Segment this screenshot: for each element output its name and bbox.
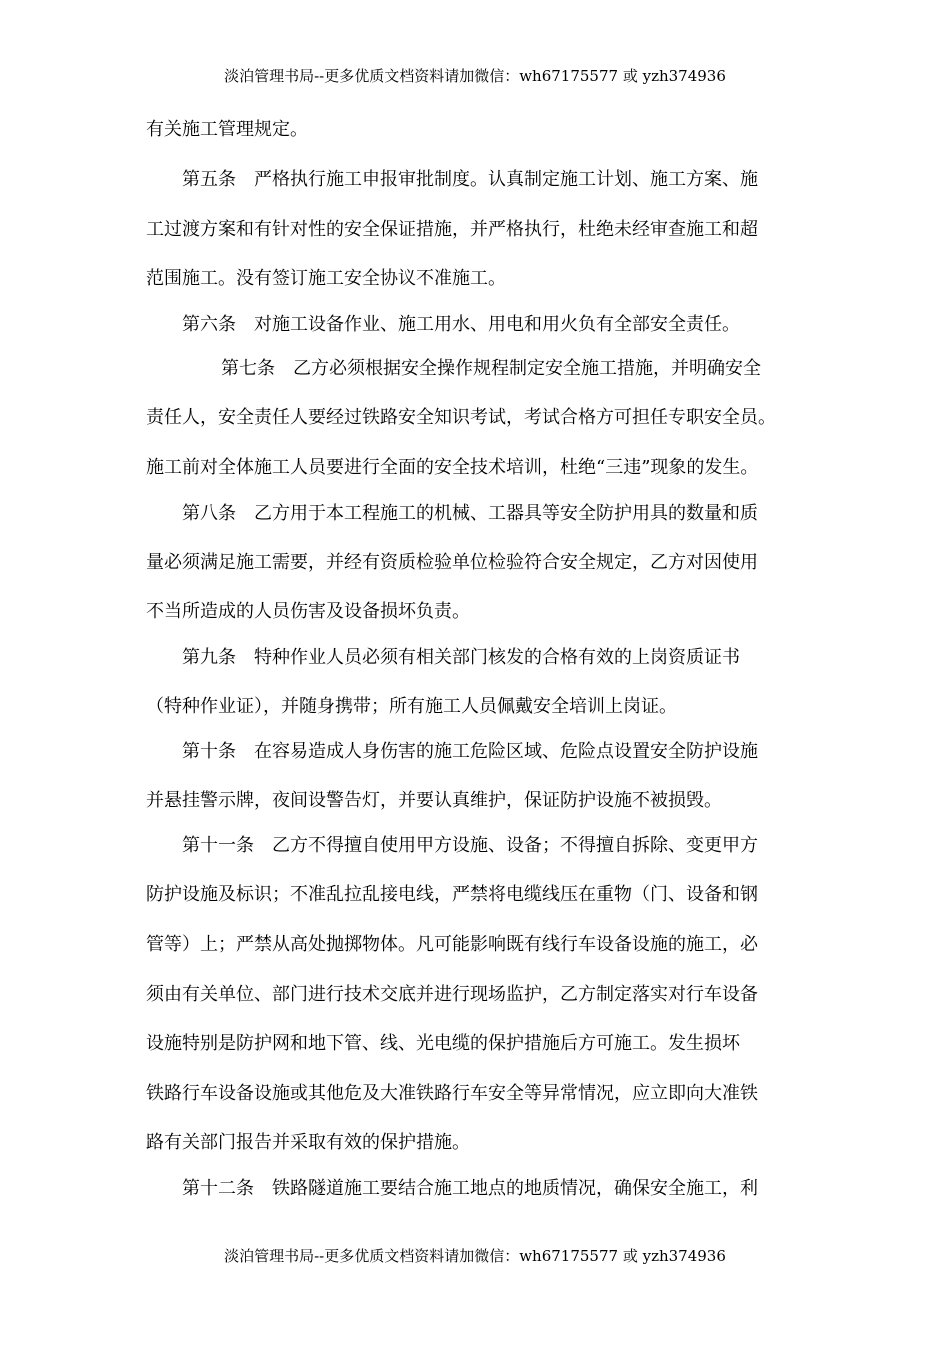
body-line: 设施特别是防护网和地下管、线、光电缆的保护措施后方可施工。发生损坏 (146, 1033, 740, 1054)
article-7-heading-line: 第七条 乙方必须根据安全操作规程制定安全施工措施，并明确安全 (221, 358, 761, 379)
body-line: 并悬挂警示牌，夜间设警告灯，并要认真维护，保证防护设施不被损毁。 (146, 790, 722, 811)
body-line: 管等）上；严禁从高处抛掷物体。凡可能影响既有线行车设备设施的施工，必 (146, 934, 758, 955)
article-11-heading-line: 第十一条 乙方不得擅自使用甲方设施、设备；不得擅自拆除、变更甲方 (182, 835, 758, 856)
body-line: 量必须满足施工需要，并经有资质检验单位检验符合安全规定，乙方对因使用 (146, 552, 758, 573)
body-line: 防护设施及标识；不准乱拉乱接电线，严禁将电缆线压在重物（门、设备和钢 (146, 884, 758, 905)
article-8-heading-line: 第八条 乙方用于本工程施工的机械、工器具等安全防护用具的数量和质 (182, 503, 758, 524)
article-5-heading-line: 第五条 严格执行施工申报审批制度。认真制定施工计划、施工方案、施 (182, 169, 758, 190)
page-header: 淡泊管理书局--更多优质文档资料请加微信：wh67175577 或 yzh374936 (224, 67, 726, 85)
article-9-heading-line: 第九条 特种作业人员必须有相关部门核发的合格有效的上岗资质证书 (182, 647, 740, 668)
body-line: 责任人，安全责任人要经过铁路安全知识考试，考试合格方可担任专职安全员。 (146, 407, 776, 428)
body-line: 有关施工管理规定。 (146, 119, 308, 140)
body-line: 铁路行车设备设施或其他危及大准铁路行车安全等异常情况，应立即向大准铁 (146, 1083, 758, 1104)
body-line: 不当所造成的人员伤害及设备损坏负责。 (146, 601, 470, 622)
article-6-heading-line: 第六条 对施工设备作业、施工用水、用电和用火负有全部安全责任。 (182, 314, 740, 335)
page-footer: 淡泊管理书局--更多优质文档资料请加微信：wh67175577 或 yzh374936 (224, 1247, 726, 1265)
body-line: 范围施工。没有签订施工安全协议不准施工。 (146, 268, 506, 289)
body-line: 施工前对全体施工人员要进行全面的安全技术培训，杜绝“三违”现象的发生。 (146, 457, 759, 478)
body-line: 路有关部门报告并采取有效的保护措施。 (146, 1132, 470, 1153)
article-12-heading-line: 第十二条 铁路隧道施工要结合施工地点的地质情况，确保安全施工，利 (182, 1178, 758, 1199)
body-line: 工过渡方案和有针对性的安全保证措施，并严格执行，杜绝未经审查施工和超 (146, 219, 758, 240)
body-line: 须由有关单位、部门进行技术交底并进行现场监护，乙方制定落实对行车设备 (146, 984, 758, 1005)
body-line: （特种作业证），并随身携带；所有施工人员佩戴安全培训上岗证。 (146, 696, 677, 717)
article-10-heading-line: 第十条 在容易造成人身伤害的施工危险区域、危险点设置安全防护设施 (182, 741, 758, 762)
